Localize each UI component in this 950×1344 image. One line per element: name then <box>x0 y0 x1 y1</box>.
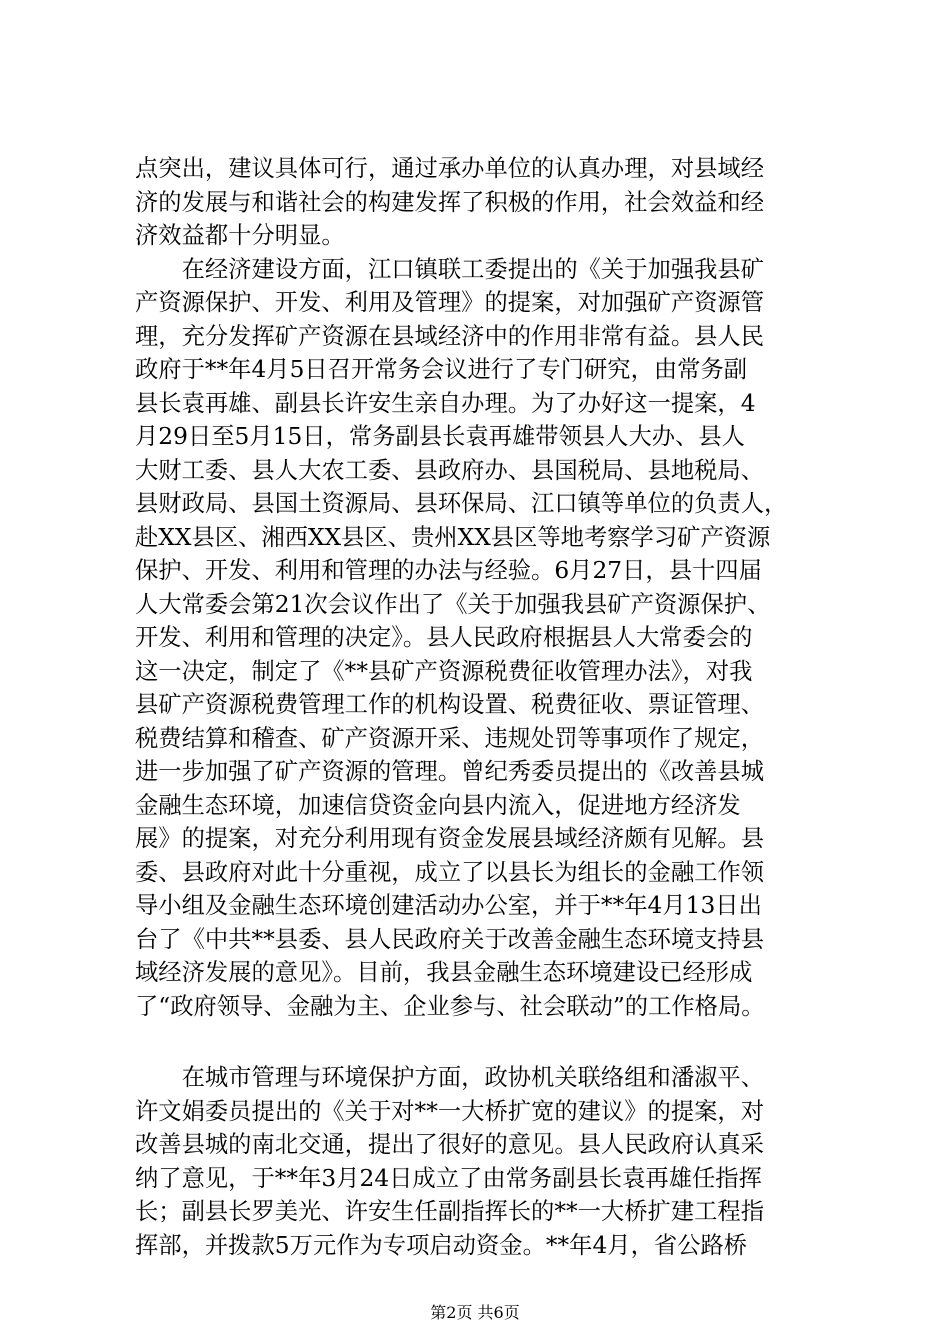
text-line: 税费结算和稽查、矿产资源开采、违规处罚等事项作了规定， <box>135 724 765 752</box>
page-footer: 第2页 共6页 <box>430 1303 520 1322</box>
text-line: 了“政府领导、金融为主、企业参与、社会联动”的工作格局。 <box>135 992 765 1020</box>
text-line: 委、县政府对此十分重视，成立了以县长为组长的金融工作领 <box>135 858 765 886</box>
text-line: 县矿产资源税费管理工作的机构设置、税费征收、票证管理、 <box>135 691 765 718</box>
text-line: 在城市管理与环境保护方面，政协机关联络组和潘淑平、 <box>135 1064 765 1091</box>
text-line: 进一步加强了矿产资源的管理。曾纪秀委员提出的《改善县城 <box>135 758 765 785</box>
text-line: 产资源保护、开发、利用及管理》的提案，对加强矿产资源管 <box>135 289 765 316</box>
text-line: 开发、利用和管理的决定》。县人民政府根据县人大常委会的 <box>135 624 753 651</box>
text-line: 人大常委会第21次会议作出了《关于加强我县矿产资源保护、 <box>135 590 771 618</box>
text-line: 域经济发展的意见》。目前，我县金融生态环境建设已经形成 <box>135 959 753 986</box>
text-line: 这一决定，制定了《**县矿产资源税费征收管理办法》，对我 <box>135 657 753 685</box>
text-line: 济效益都十分明显。 <box>135 222 345 249</box>
text-line: 展》的提案，对充分利用现有资金发展县域经济颇有见解。县 <box>135 825 765 852</box>
text-line: 济的发展与和谐社会的构建发挥了积极的作用，社会效益和经 <box>135 188 765 216</box>
paragraph-gap <box>135 1023 820 1061</box>
text-line: 大财工委、县人大农工委、县政府办、县国税局、县地税局、 <box>135 456 765 484</box>
text-line: 月29日至5月15日，常务副县长袁再雄带领县人大办、县人 <box>135 423 745 450</box>
text-line: 县财政局、县国土资源局、县环保局、江口镇等单位的负责人， <box>135 490 788 517</box>
paragraph <box>135 253 820 1024</box>
paragraph <box>135 1061 820 1262</box>
text-line: 台了《中共**县委、县人民政府关于改善金融生态环境支持县 <box>135 925 765 953</box>
text-line: 在经济建设方面，江口镇联工委提出的《关于加强我县矿 <box>135 255 765 283</box>
text-line: 改善县城的南北交通，提出了很好的意见。县人民政府认真采 <box>135 1131 765 1158</box>
text-line: 赴XX县区、湘西XX县区、贵州XX县区等地考察学习矿产资源 <box>135 523 771 551</box>
text-line: 纳了意见，于**年3月24日成立了由常务副县长袁再雄任指挥 <box>135 1164 762 1192</box>
text-line: 理，充分发挥矿产资源在县域经济中的作用非常有益。县人民 <box>135 322 765 350</box>
text-line: 许文娟委员提出的《关于对**一大桥扩宽的建议》的提案，对 <box>135 1097 765 1125</box>
text-line: 挥部，并拨款5万元作为专项启动资金。**年4月，省公路桥 <box>135 1231 748 1259</box>
text-line: 金融生态环境，加速信贷资金向县内流入，促进地方经济发 <box>135 791 741 819</box>
text-line: 导小组及金融生态环境创建活动办公室，并于**年4月13日出 <box>135 892 762 919</box>
document-body <box>135 152 820 1262</box>
text-line: 政府于**年4月5日召开常务会议进行了专门研究，由常务副 <box>135 356 748 383</box>
paragraph <box>135 152 820 253</box>
text-line: 县长袁再雄、副县长许安生亲自办理。为了办好这一提案，4 <box>135 389 756 417</box>
text-line: 长；副县长罗美光、许安生任副指挥长的**一大桥扩建工程指 <box>135 1198 765 1225</box>
text-line: 保护、开发、利用和管理的办法与经验。6月27日，县十四届 <box>135 557 762 584</box>
text-line: 点突出，建议具体可行，通过承办单位的认真办理，对县域经 <box>135 155 765 182</box>
